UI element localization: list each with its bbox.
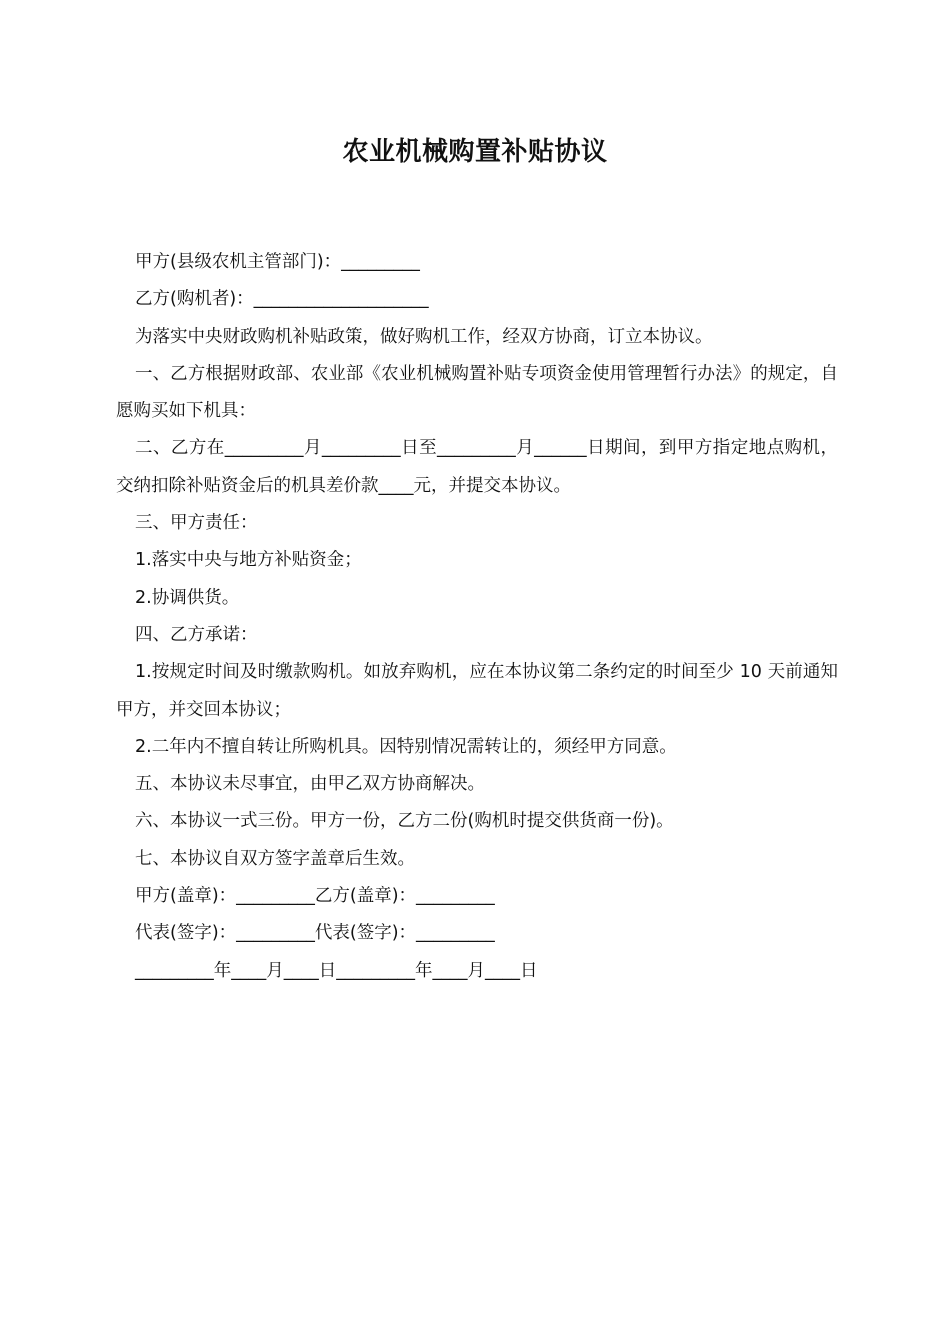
clause-4-item-1: 1.按规定时间及时缴款购机。如放弃购机，应在本协议第二条约定的时间至少 10 天前通知甲方，并交回本协议；: [116, 662, 838, 720]
clause-6-paragraph: 六、本协议一式三份。甲方一份，乙方二份(购机时提交供货商一份)。: [135, 811, 674, 832]
clause-4-heading: 四、乙方承诺：: [135, 624, 258, 645]
party-b-line: 乙方(购机者)：____________________: [135, 289, 429, 310]
date-line: _________年____月____日_________年____月____日: [135, 960, 538, 981]
party-a-line: 甲方(县级农机主管部门)：_________: [135, 252, 420, 272]
signature-line: 代表(签字)：_________代表(签字)：_________: [135, 923, 495, 944]
clause-3-item-2: 2.协调供货。: [135, 587, 240, 608]
clause-5-paragraph: 五、本协议未尽事宜，由甲乙双方协商解决。: [135, 774, 485, 795]
seal-line: 甲方(盖章)：_________乙方(盖章)：_________: [135, 886, 495, 907]
clause-7-paragraph: 七、本协议自双方签字盖章后生效。: [135, 848, 415, 869]
clause-3-item-1: 1.落实中央与地方补贴资金；: [135, 550, 362, 571]
clause-3-heading: 三、甲方责任：: [135, 513, 258, 534]
clause-4-item-2: 2.二年内不擅自转让所购机具。因特别情况需转让的，须经甲方同意。: [135, 736, 677, 757]
clause-2-paragraph: 二、乙方在_________月_________日至_________月______日期间，到甲方指定地点购机，交纳扣除补贴资金后的机具差价款____元，并提交本协议。: [116, 438, 838, 496]
document-title: 农业机械购置补贴协议: [342, 137, 608, 167]
preamble-paragraph: 为落实中央财政购机补贴政策，做好购机工作，经双方协商，订立本协议。: [135, 326, 713, 347]
clause-1-paragraph: 一、乙方根据财政部、农业部《农业机械购置补贴专项资金使用管理暂行办法》的规定，自愿购买如下机具：: [116, 363, 838, 422]
document-body: [116, 244, 838, 990]
